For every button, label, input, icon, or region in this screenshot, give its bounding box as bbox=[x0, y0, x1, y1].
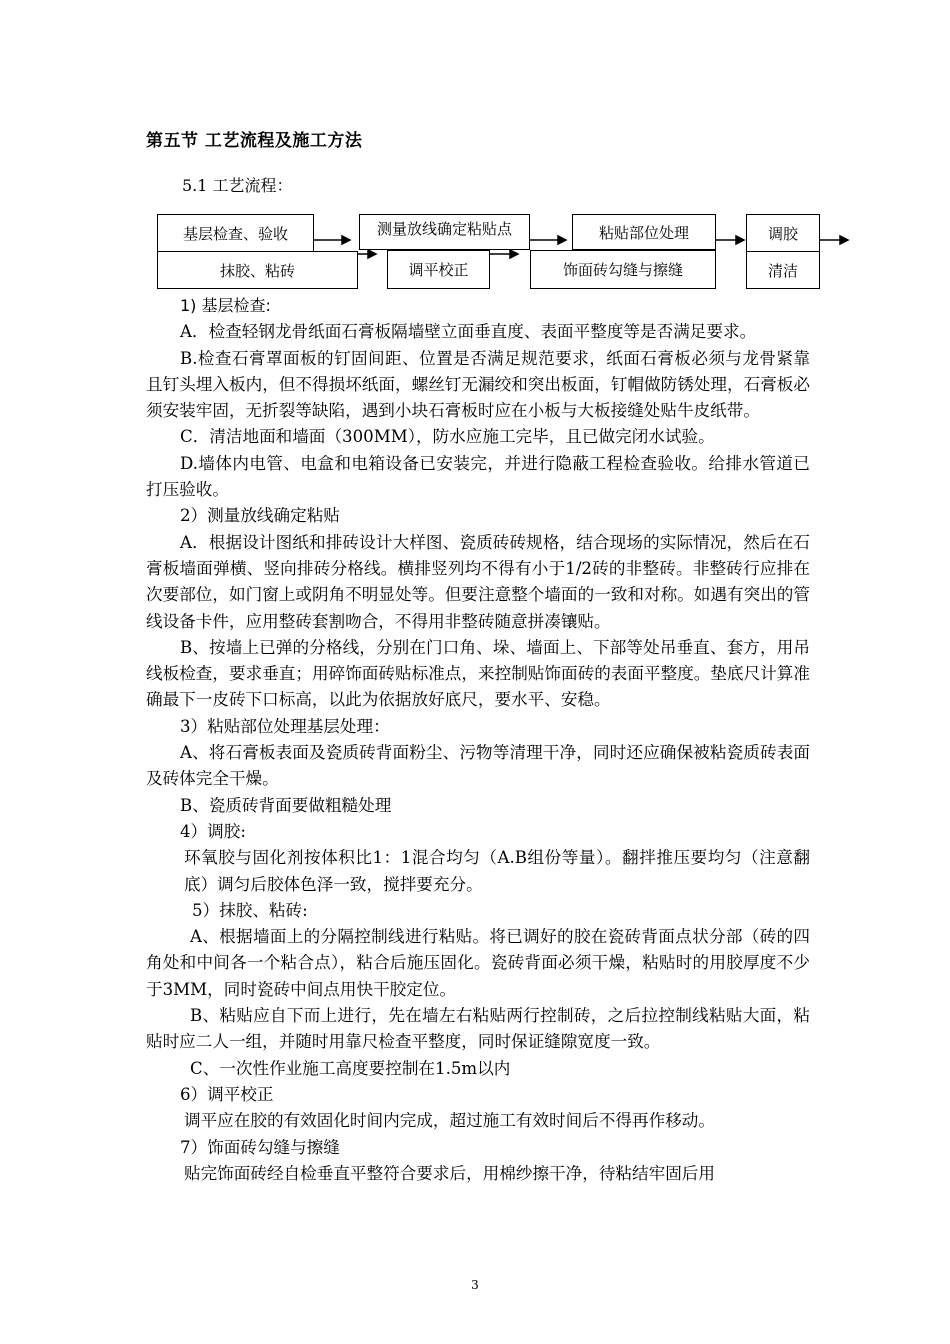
paragraph: A、根据墙面上的分隔控制线进行粘贴。将已调好的胶在瓷砖背面点状分部（砖的四角处和中间各一个粘合点），粘合后施压固化。瓷砖背面必须干燥，粘贴时的用胶厚度不少于3MM，同时瓷砖中间点用快干胶定位。 bbox=[146, 927, 810, 999]
flow-step-1: 基层检查、验收 bbox=[157, 214, 314, 252]
paragraph: 调平应在胶的有效固化时间内完成，超过施工有效时间后不得再作移动。 bbox=[184, 1111, 715, 1131]
paragraph: B、按墙上已弹的分格线，分别在门口角、垛、墙面上、下部等处吊垂直、套方，用吊线板检查，要求垂直；用碎饰面砖贴标准点，来控制贴饰面砖的表面平整度。垫底尺计算准确最下一皮砖下口标高，以此为依据放好底尺，要水平、安稳。 bbox=[146, 637, 810, 710]
paragraph: A．检查轻钢龙骨纸面石膏板隔墙壁立面垂直度、表面平整度等是否满足要求。 bbox=[180, 322, 757, 342]
paragraph: 2）测量放线确定粘贴 bbox=[180, 506, 340, 526]
flow-step-2: 测量放线确定粘贴点 bbox=[359, 214, 530, 250]
flow-arrowhead bbox=[510, 250, 518, 258]
flow-step-7: 饰面砖勾缝与擦缝 bbox=[530, 250, 716, 289]
paragraph: 环氧胶与固化剂按体积比1：1混合均匀（A.B组份等量）。翻拌推压要均匀（注意翻底）调匀后胶体色泽一致，搅拌要充分。 bbox=[184, 848, 810, 894]
paragraph: C、一次性作业施工高度要控制在1.5m以内 bbox=[190, 1058, 511, 1078]
flow-arrowhead bbox=[736, 236, 744, 244]
flow-arrowhead bbox=[342, 236, 350, 244]
paragraph: 1) 基层检查: bbox=[180, 296, 271, 315]
paragraph: 7）饰面砖勾缝与擦缝 bbox=[180, 1137, 340, 1157]
section-title: 第五节 工艺流程及施工方法 bbox=[146, 131, 363, 151]
body-text bbox=[146, 293, 810, 1187]
paragraph: 4）调胶: bbox=[180, 821, 246, 841]
paragraph: 6）调平校正 bbox=[180, 1084, 274, 1104]
paragraph: B、瓷质砖背面要做粗糙处理 bbox=[180, 795, 392, 815]
paragraph: B.检查石膏罩面板的钉固间距、位置是否满足规范要求，纸面石膏板必须与龙骨紧靠且钉头埋入板内，但不得损坏纸面，螺丝钉无漏绞和突出板面，钉帽做防锈处理，石膏板必须安装牢固，无折裂等缺陷，遇到小块石膏板时应在小板与大板接缝处贴牛皮纸带。 bbox=[146, 348, 810, 421]
page-number: 3 bbox=[471, 1278, 479, 1292]
flow-step-3: 粘贴部位处理 bbox=[572, 214, 716, 250]
paragraph: D.墙体内电管、电盒和电箱设备已安装完，并进行隐蔽工程检查验收。给排水管道已打压验收。 bbox=[146, 453, 810, 500]
paragraph: C．清洁地面和墙面（300MM），防水应施工完毕，且已做完闭水试验。 bbox=[180, 427, 715, 447]
subsection-title: 5.1 工艺流程： bbox=[182, 176, 293, 195]
paragraph: A、将石膏板表面及瓷质砖背面粉尘、污物等清理干净，同时还应确保被粘瓷质砖表面及砖体完全干燥。 bbox=[146, 743, 810, 789]
paragraph: 5）抹胶、粘砖: bbox=[192, 900, 308, 920]
flow-step-4: 调胶 bbox=[746, 214, 820, 252]
flow-step-5: 抹胶、粘砖 bbox=[157, 251, 358, 289]
flow-arrowhead bbox=[558, 236, 566, 244]
paragraph: B、粘贴应自下而上进行，先在墙左右粘贴两行控制砖，之后拉控制线粘贴大面，粘贴时应二人一组，并随时用靠尺检查平整度，同时保证缝隙宽度一致。 bbox=[146, 1006, 810, 1052]
flow-step-6: 调平校正 bbox=[387, 250, 490, 289]
paragraph: A．根据设计图纸和排砖设计大样图、瓷质砖砖规格，结合现场的实际情况，然后在石膏板墙面弹横、竖向排砖分格线。横排竖列均不得有小于1/2砖的非整砖。非整砖行应排在次要部位，如门窗上或阴角不明显处等。但要注意整个墙面的一致和对称。如遇有突出的管线设备卡件，应用整砖套割吻合，不得用非整砖随意拼凑镶贴。 bbox=[146, 532, 810, 631]
paragraph: 3）粘贴部位处理基层处理： bbox=[180, 716, 390, 736]
paragraph: 贴完饰面砖经自检垂直平整符合要求后，用棉纱擦干净，待粘结牢固后用 bbox=[184, 1163, 715, 1183]
flow-step-8: 清洁 bbox=[746, 251, 820, 289]
flow-arrowhead bbox=[368, 250, 376, 258]
flow-arrowhead bbox=[840, 236, 848, 244]
